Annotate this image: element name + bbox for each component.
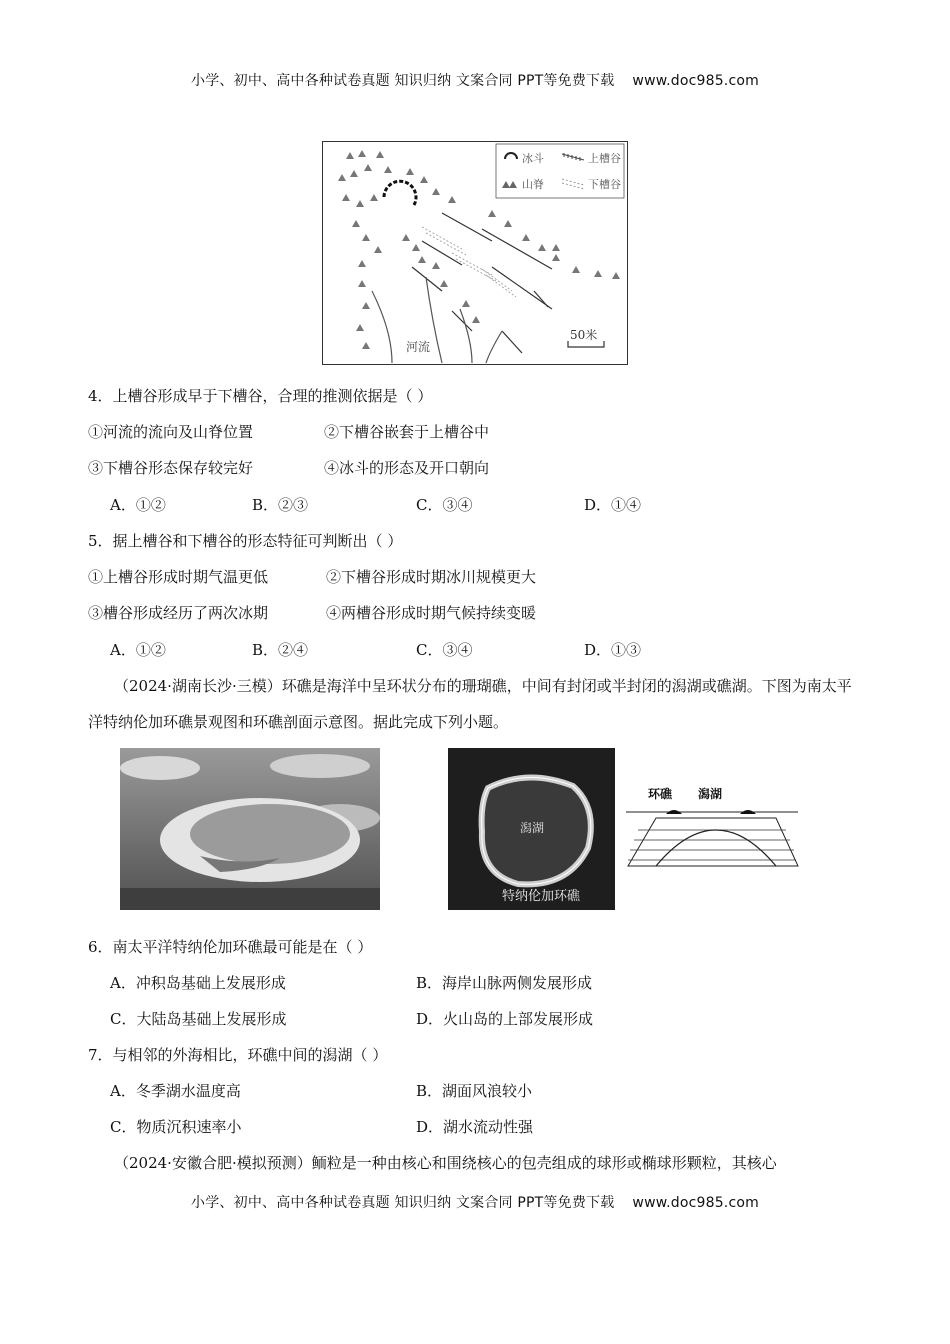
scale-label: 50米 <box>570 328 598 342</box>
q4-stem: 4．上槽谷形成早于下槽谷，合理的推测依据是（ ） <box>88 387 433 405</box>
atoll-aerial-photo <box>120 748 380 910</box>
q6-option-a[interactable]: A．冲积岛基础上发展形成 <box>110 974 286 992</box>
q5-option-c[interactable]: C．③④ <box>416 641 473 659</box>
q7-option-b[interactable]: B．湖面风浪较小 <box>416 1082 533 1100</box>
q6-option-c[interactable]: C．大陆岛基础上发展形成 <box>110 1010 287 1028</box>
intro-paragraph-oolite: （2024·安徽合肥·模拟预测）鲕粒是一种由核心和围绕核心的包壳组成的球形或椭球形颗粒，其核心 <box>114 1154 777 1172</box>
atoll-plan-view <box>448 748 615 910</box>
q5-option-d[interactable]: D．①③ <box>584 641 642 659</box>
q6-stem: 6．南太平洋特纳伦加环礁最可能是在（ ） <box>88 938 373 956</box>
legend-upper-valley: 上槽谷 <box>588 152 621 165</box>
q4-statement-3: ③下槽谷形态保存较完好 <box>88 459 254 477</box>
section-lagoon-label: 潟湖 <box>698 787 723 801</box>
intro-paragraph-atoll: （2024·湖南长沙·三模）环礁是海洋中呈环状分布的珊瑚礁，中间有封闭或半封闭的潟湖或礁湖。下图为南太平洋特纳伦加环礁景观图和环礁剖面示意图。据此完成下列小题。 <box>88 677 852 731</box>
q4-statement-1: ①河流的流向及山脊位置 <box>88 423 254 441</box>
plan-lagoon-label: 潟湖 <box>520 821 545 835</box>
q4-option-d[interactable]: D．①④ <box>584 496 642 514</box>
section-reef-label: 环礁 <box>648 787 673 801</box>
q5-statement-2: ②下槽谷形成时期冰川规模更大 <box>326 568 537 586</box>
header-text: 小学、初中、高中各种试卷真题 知识归纳 文案合同 PPT等免费下载 <box>191 73 615 89</box>
q5-option-b[interactable]: B．②④ <box>252 641 309 659</box>
q5-statement-1: ①上槽谷形成时期气温更低 <box>88 568 269 586</box>
river-label: 河流 <box>406 340 431 354</box>
page-header <box>0 70 950 90</box>
header-site: www.doc985.com <box>632 73 759 89</box>
legend-cirque: 冰斗 <box>522 152 544 165</box>
page-footer <box>0 1192 950 1212</box>
q5-statement-4: ④两槽谷形成时期气候持续变暖 <box>326 604 537 622</box>
q4-option-b[interactable]: B．②③ <box>252 496 309 514</box>
q5-statement-3: ③槽谷形成经历了两次冰期 <box>88 604 269 622</box>
legend-ridge: 山脊 <box>522 178 544 191</box>
q6-option-d[interactable]: D．火山岛的上部发展形成 <box>416 1010 594 1028</box>
q4-statement-2: ②下槽谷嵌套于上槽谷中 <box>324 423 490 441</box>
q7-option-c[interactable]: C．物质沉积速率小 <box>110 1118 242 1136</box>
atoll-cross-section <box>626 784 806 872</box>
q6-option-b[interactable]: B．海岸山脉两侧发展形成 <box>416 974 593 992</box>
q4-option-c[interactable]: C．③④ <box>416 496 473 514</box>
q5-option-a[interactable]: A．①② <box>110 641 166 659</box>
q5-stem: 5．据上槽谷和下槽谷的形态特征可判断出（ ） <box>88 532 403 550</box>
plan-atoll-name: 特纳伦加环礁 <box>502 889 581 904</box>
q4-option-a[interactable]: A．①② <box>110 496 166 514</box>
q7-option-a[interactable]: A．冬季湖水温度高 <box>110 1082 241 1100</box>
q4-statement-4: ④冰斗的形态及开口朝向 <box>324 459 490 477</box>
legend-lower-valley: 下槽谷 <box>588 178 621 191</box>
footer-text: 小学、初中、高中各种试卷真题 知识归纳 文案合同 PPT等免费下载 <box>191 1195 615 1211</box>
q7-stem: 7．与相邻的外海相比，环礁中间的潟湖（ ） <box>88 1046 388 1064</box>
footer-site: www.doc985.com <box>632 1195 759 1211</box>
q7-option-d[interactable]: D．湖水流动性强 <box>416 1118 534 1136</box>
glacial-valley-map <box>322 141 628 365</box>
